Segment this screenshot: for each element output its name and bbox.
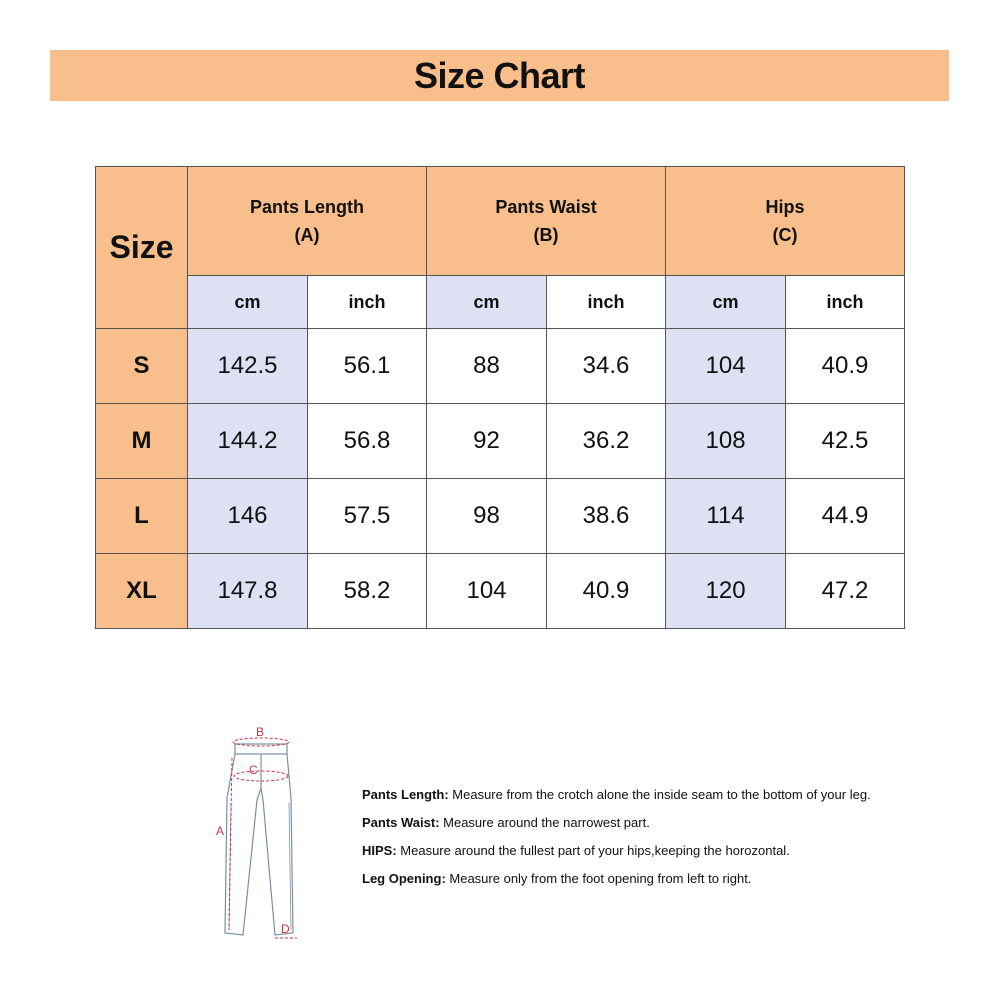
note-text: Measure around the narrowest part. — [439, 815, 650, 830]
table-cell: 56.1 — [308, 329, 427, 404]
label-a: A — [216, 824, 225, 838]
table-cell: 58.2 — [308, 554, 427, 629]
table-cell: 98 — [427, 479, 547, 554]
table-row — [96, 479, 905, 554]
table-row — [96, 554, 905, 629]
unit-header: inch — [786, 276, 905, 329]
label-d: D — [281, 922, 290, 936]
table-cell: 40.9 — [786, 329, 905, 404]
group-code: (B) — [533, 225, 559, 245]
size-cell: XL — [96, 554, 188, 629]
note-label: Leg Opening: — [362, 871, 446, 886]
size-cell: L — [96, 479, 188, 554]
group-header-pants-length — [188, 167, 427, 276]
pants-measurement-diagram — [205, 718, 315, 948]
group-name: Pants Waist — [495, 197, 597, 217]
table-cell: 56.8 — [308, 404, 427, 479]
note-label: Pants Waist: — [362, 815, 440, 830]
table-cell: 47.2 — [786, 554, 905, 629]
table-cell: 44.9 — [786, 479, 905, 554]
table-cell: 144.2 — [188, 404, 308, 479]
note-label: Pants Length: — [362, 787, 449, 802]
group-name: Pants Length — [250, 197, 365, 217]
table-cell: 92 — [427, 404, 547, 479]
page-title: Size Chart — [413, 54, 586, 96]
table-cell: 104 — [427, 554, 547, 629]
size-table — [95, 166, 905, 629]
table-cell: 104 — [666, 329, 786, 404]
table-cell: 88 — [427, 329, 547, 404]
unit-header: cm — [427, 276, 547, 329]
note-leg-opening — [362, 865, 962, 893]
title-banner — [50, 50, 949, 101]
unit-header: inch — [308, 276, 427, 329]
note-pants-length — [362, 781, 962, 809]
note-text: Measure only from the foot opening from left to right. — [445, 871, 752, 886]
pants-seams — [229, 803, 291, 930]
pants-right-leg — [261, 754, 293, 935]
group-header-hips — [666, 167, 905, 276]
measurement-notes — [362, 781, 962, 893]
waist-measure-line — [233, 738, 289, 746]
unit-header: cm — [666, 276, 786, 329]
table-cell: 36.2 — [547, 404, 666, 479]
note-label: HIPS: — [362, 843, 397, 858]
label-c: C — [249, 763, 258, 777]
unit-header: cm — [188, 276, 308, 329]
size-cell: M — [96, 404, 188, 479]
table-cell: 38.6 — [547, 479, 666, 554]
table-cell: 114 — [666, 479, 786, 554]
note-text: Measure around the fullest part of your hips,keeping the horozontal. — [396, 843, 790, 858]
group-header-pants-waist — [427, 167, 666, 276]
group-code: (A) — [294, 225, 320, 245]
note-text: Measure from the crotch alone the inside seam to the bottom of your leg. — [448, 787, 871, 802]
table-cell: 57.5 — [308, 479, 427, 554]
label-b: B — [256, 725, 265, 739]
table-row — [96, 329, 905, 404]
group-name: Hips — [765, 197, 805, 217]
table-cell: 142.5 — [188, 329, 308, 404]
table-cell: 147.8 — [188, 554, 308, 629]
group-code: (C) — [772, 225, 798, 245]
table-cell: 34.6 — [547, 329, 666, 404]
unit-header: inch — [547, 276, 666, 329]
table-cell: 108 — [666, 404, 786, 479]
size-cell: S — [96, 329, 188, 404]
table-cell: 120 — [666, 554, 786, 629]
table-cell: 42.5 — [786, 404, 905, 479]
size-column-header: Size — [96, 167, 188, 329]
note-hips — [362, 837, 962, 865]
table-cell: 40.9 — [547, 554, 666, 629]
table-row — [96, 404, 905, 479]
note-pants-waist — [362, 809, 962, 837]
table-cell: 146 — [188, 479, 308, 554]
